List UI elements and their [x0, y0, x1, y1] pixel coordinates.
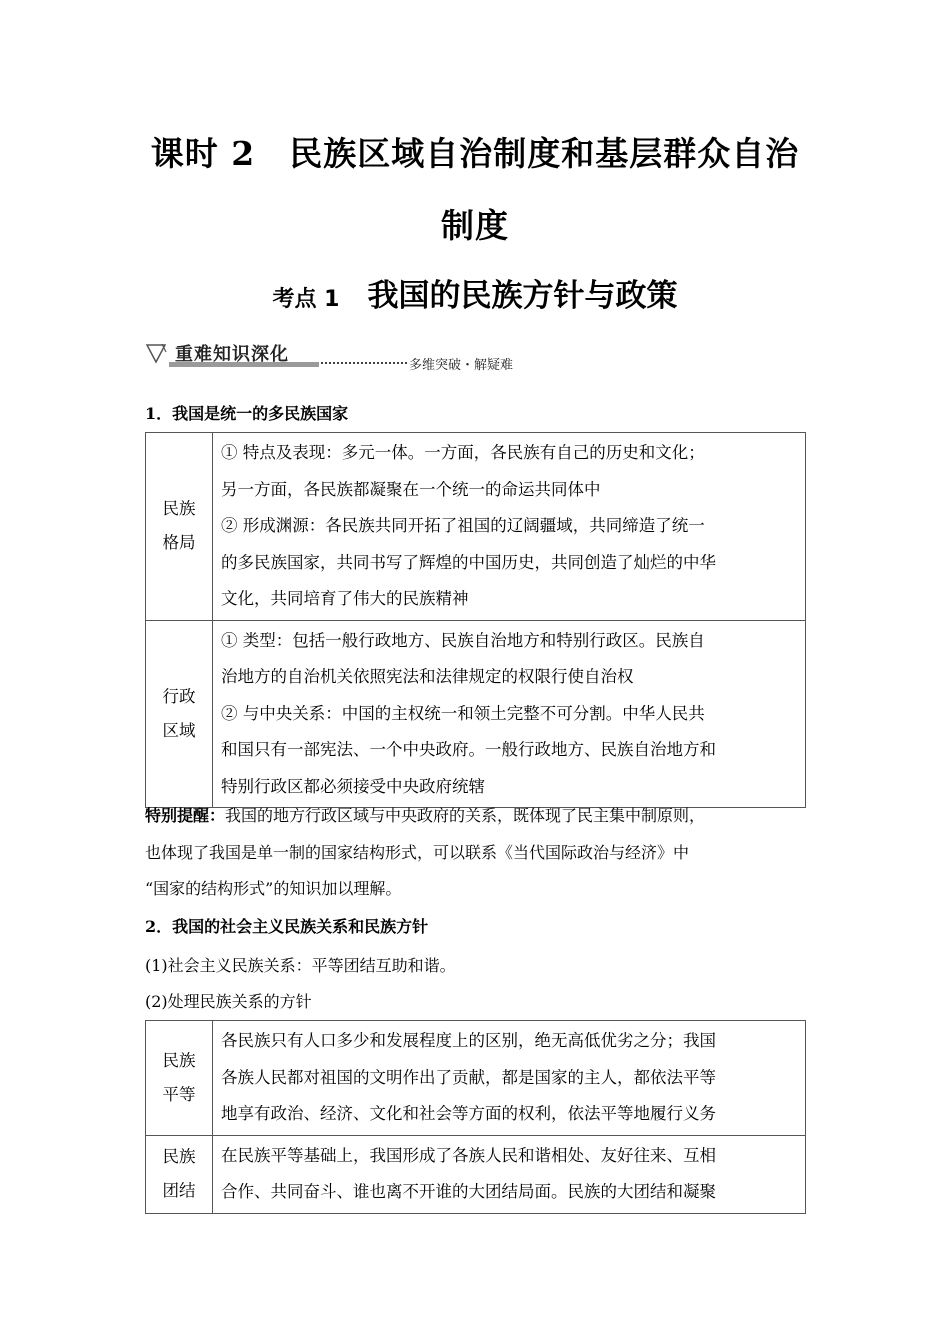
row-head-line: 格局 — [162, 533, 196, 553]
triangle-icon — [145, 342, 167, 364]
row-line: ① 特点及表现：多元一体。一方面，各民族有自己的历史和文化； — [221, 443, 705, 462]
row-line: 治地方的自治机关依照宪法和法律规定的权限行使自治权 — [221, 667, 634, 686]
row-line: 各族人民都对祖国的文明作出了贡献，都是国家的主人，都依法平等 — [221, 1067, 716, 1087]
row-head — [146, 433, 213, 621]
row-line: 合作、共同奋斗、谁也离不开谁的大团结局面。民族的大团结和凝聚 — [221, 1182, 716, 1201]
row-line: 在民族平等基础上，我国形成了各族人民和谐相处、友好往来、互相 — [221, 1145, 716, 1165]
section-banner — [145, 338, 545, 378]
row-head-line: 团结 — [162, 1181, 196, 1200]
row-line: 的多民族国家，共同书写了辉煌的中国历史，共同创造了灿烂的中华 — [221, 552, 716, 572]
table-row — [146, 1021, 806, 1136]
row-line: 另一方面，各民族都凝聚在一个统一的命运共同体中 — [221, 479, 601, 499]
row-line: 地享有政治、经济、文化和社会等方面的权利，依法平等地履行义务 — [221, 1104, 716, 1123]
row-head-line: 行政 — [162, 686, 196, 706]
note-line: 也体现了我国是单一制的国家结构形式，可以联系《当代国际政治与经济》中 — [145, 842, 690, 862]
table-row — [146, 433, 806, 621]
row-head-line: 民族 — [162, 499, 196, 519]
section2-heading: 2．我国的社会主义民族关系和民族方针 — [145, 917, 429, 936]
row-line: 和国只有一部宪法、一个中央政府。一般行政地方、民族自治地方和 — [221, 740, 716, 759]
kaodian-heading — [0, 270, 950, 315]
row-line: ② 与中央关系：中国的主权统一和领土完整不可分割。中华人民共 — [221, 703, 705, 723]
row-line: 文化，共同培育了伟大的民族精神 — [221, 589, 469, 608]
kaodian-title: 我国的民族方针与政策 — [367, 278, 678, 314]
row-line: 特别行政区都必须接受中央政府统辖 — [221, 776, 485, 796]
note-line — [145, 798, 820, 835]
row-body — [213, 620, 806, 808]
row-head-line: 民族 — [162, 1147, 196, 1166]
row-line: 各民族只有人口多少和发展程度上的区别，绝无高低优劣之分；我国 — [221, 1031, 716, 1050]
section1-heading: 1．我国是统一的多民族国家 — [145, 404, 349, 423]
row-body — [213, 433, 806, 621]
section2-item1: (1)社会主义民族关系：平等团结互助和谐。 — [145, 956, 456, 975]
section2-item2: (2)处理民族关系的方针 — [145, 992, 312, 1011]
note-label: 特别提醒： — [145, 806, 226, 825]
row-body — [213, 1021, 806, 1136]
row-head — [146, 1021, 213, 1136]
page-title-line2: 制度 — [441, 206, 509, 245]
kaodian-label: 考点 1 — [272, 287, 340, 312]
table-row — [146, 620, 806, 808]
row-head — [146, 1135, 213, 1213]
table-row — [146, 1135, 806, 1213]
banner-title: 重难知识深化 — [175, 344, 289, 365]
row-head-line: 平等 — [162, 1084, 196, 1104]
row-line: ② 形成渊源：各民族共同开拓了祖国的辽阔疆域，共同缔造了统一 — [221, 516, 705, 535]
page-title-line1: 课时 2 民族区域自治制度和基层群众自治 — [150, 134, 800, 173]
special-note — [145, 798, 820, 908]
row-head — [146, 620, 213, 808]
note-line: “国家的结构形式”的知识加以理解。 — [145, 879, 402, 898]
section1-table — [145, 432, 806, 808]
row-line: ① 类型：包括一般行政地方、民族自治地方和特别行政区。民族自 — [221, 630, 705, 650]
row-head-line: 民族 — [162, 1050, 196, 1070]
row-head-line: 区域 — [162, 720, 196, 740]
banner-dots — [321, 362, 407, 364]
note-text: 我国的地方行政区域与中央政府的关系，既体现了民主集中制原则， — [225, 806, 706, 825]
section2-table — [145, 1020, 806, 1214]
row-body — [213, 1135, 806, 1213]
banner-subtitle: 多维突破・解疑难 — [409, 358, 514, 373]
